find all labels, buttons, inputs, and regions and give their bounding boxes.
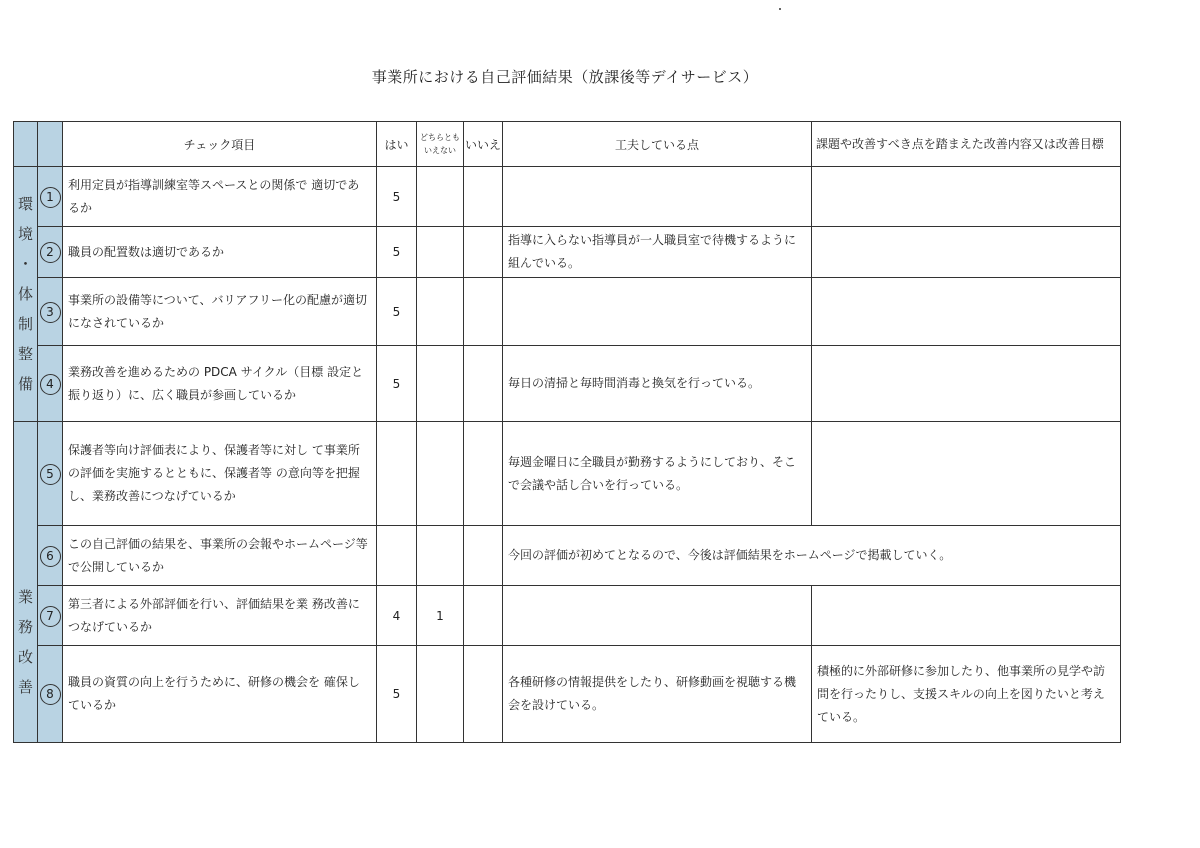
yes-count: 5 <box>377 167 417 227</box>
neither-count <box>417 278 464 346</box>
no-count <box>464 278 503 346</box>
check-item-text: 保護者等向け評価表により、保護者等に対し て事業所の評価を実施するとともに、保護者等 の意向等を把握し、業務改善につなげているか <box>63 422 377 526</box>
effort-text: 毎週金曜日に全職員が勤務するようにしており、そこで会議や話し合いを行っている。 <box>503 422 812 526</box>
neither-count <box>417 422 464 526</box>
page-title: 事業所における自己評価結果（放課後等デイサービス） <box>371 68 759 86</box>
header-neither-line1: どちらとも <box>420 133 460 142</box>
header-blank-number <box>38 122 63 167</box>
yes-count: 5 <box>377 227 417 278</box>
category-environment <box>14 167 38 422</box>
category-char: 環 <box>17 195 33 213</box>
neither-count: 1 <box>417 586 464 646</box>
no-count <box>464 586 503 646</box>
row-number: 3 <box>38 278 63 346</box>
neither-count <box>417 346 464 422</box>
check-item-text: この自己評価の結果を、事業所の会報やホームページ等で公開しているか <box>63 526 377 586</box>
row-number: 2 <box>38 227 63 278</box>
row-number: 8 <box>38 646 63 743</box>
no-count <box>464 422 503 526</box>
category-char: 改 <box>17 648 33 666</box>
table-row <box>14 167 1121 227</box>
check-item-text: 職員の配置数は適切であるか <box>63 227 377 278</box>
check-item-text: 利用定員が指導訓練室等スペースとの関係で 適切であるか <box>63 167 377 227</box>
scan-speck <box>779 8 781 10</box>
yes-count <box>377 526 417 586</box>
improve-text <box>812 422 1121 526</box>
check-item-text: 業務改善を進めるための PDCA サイクル（目標 設定と振り返り）に、広く職員が参画しているか <box>63 346 377 422</box>
neither-count <box>417 167 464 227</box>
neither-count <box>417 526 464 586</box>
header-blank-category <box>14 122 38 167</box>
improve-text: 積極的に外部研修に参加したり、他事業所の見学や訪問を行ったりし、支援スキルの向上を図りたいと考えている。 <box>812 646 1121 743</box>
yes-count: 5 <box>377 646 417 743</box>
evaluation-table <box>13 121 1121 743</box>
table-row <box>14 586 1121 646</box>
table-row <box>14 278 1121 346</box>
header-no: いいえ <box>464 122 503 167</box>
header-improve: 課題や改善すべき点を踏まえた改善内容又は改善目標 <box>812 122 1121 167</box>
category-char: 業 <box>17 588 33 606</box>
yes-count: 5 <box>377 346 417 422</box>
neither-count <box>417 227 464 278</box>
table-row <box>14 227 1121 278</box>
improve-text <box>812 167 1121 227</box>
effort-text: 今回の評価が初めてとなるので、今後は評価結果をホームページで掲載していく。 <box>503 526 1121 586</box>
header-neither-line2: いえない <box>424 146 456 155</box>
row-number: 6 <box>38 526 63 586</box>
check-item-text: 職員の資質の向上を行うために、研修の機会を 確保しているか <box>63 646 377 743</box>
category-char: 制 <box>17 315 33 333</box>
table-row <box>14 422 1121 526</box>
effort-text: 指導に入らない指導員が一人職員室で待機するように組んでいる。 <box>503 227 812 278</box>
category-char: 備 <box>17 375 33 393</box>
header-check-item: チェック項目 <box>63 122 377 167</box>
category-char: 境 <box>17 225 33 243</box>
no-count <box>464 167 503 227</box>
neither-count <box>417 646 464 743</box>
header-row <box>14 122 1121 167</box>
effort-text <box>503 586 812 646</box>
effort-text <box>503 278 812 346</box>
improve-text <box>812 227 1121 278</box>
category-char: 体 <box>17 285 33 303</box>
yes-count: 5 <box>377 278 417 346</box>
check-item-text: 第三者による外部評価を行い、評価結果を業 務改善につなげているか <box>63 586 377 646</box>
category-business <box>14 422 38 743</box>
improve-text <box>812 346 1121 422</box>
row-number: 1 <box>38 167 63 227</box>
row-number: 7 <box>38 586 63 646</box>
no-count <box>464 526 503 586</box>
check-item-text: 事業所の設備等について、バリアフリー化の配慮が適切になされているか <box>63 278 377 346</box>
improve-text <box>812 278 1121 346</box>
effort-text <box>503 167 812 227</box>
category-char: 整 <box>17 345 33 363</box>
effort-text: 毎日の清掃と毎時間消毒と換気を行っている。 <box>503 346 812 422</box>
table-row <box>14 646 1121 743</box>
yes-count: 4 <box>377 586 417 646</box>
category-char: ・ <box>17 255 33 273</box>
row-number: 4 <box>38 346 63 422</box>
category-char: 務 <box>17 618 33 636</box>
effort-text: 各種研修の情報提供をしたり、研修動画を視聴する機会を設けている。 <box>503 646 812 743</box>
category-char: 善 <box>17 678 33 696</box>
yes-count <box>377 422 417 526</box>
no-count <box>464 646 503 743</box>
header-neither <box>417 122 464 167</box>
no-count <box>464 227 503 278</box>
table-row <box>14 526 1121 586</box>
table-row <box>14 346 1121 422</box>
header-yes: はい <box>377 122 417 167</box>
improve-text <box>812 586 1121 646</box>
header-effort: 工夫している点 <box>503 122 812 167</box>
no-count <box>464 346 503 422</box>
row-number: 5 <box>38 422 63 526</box>
